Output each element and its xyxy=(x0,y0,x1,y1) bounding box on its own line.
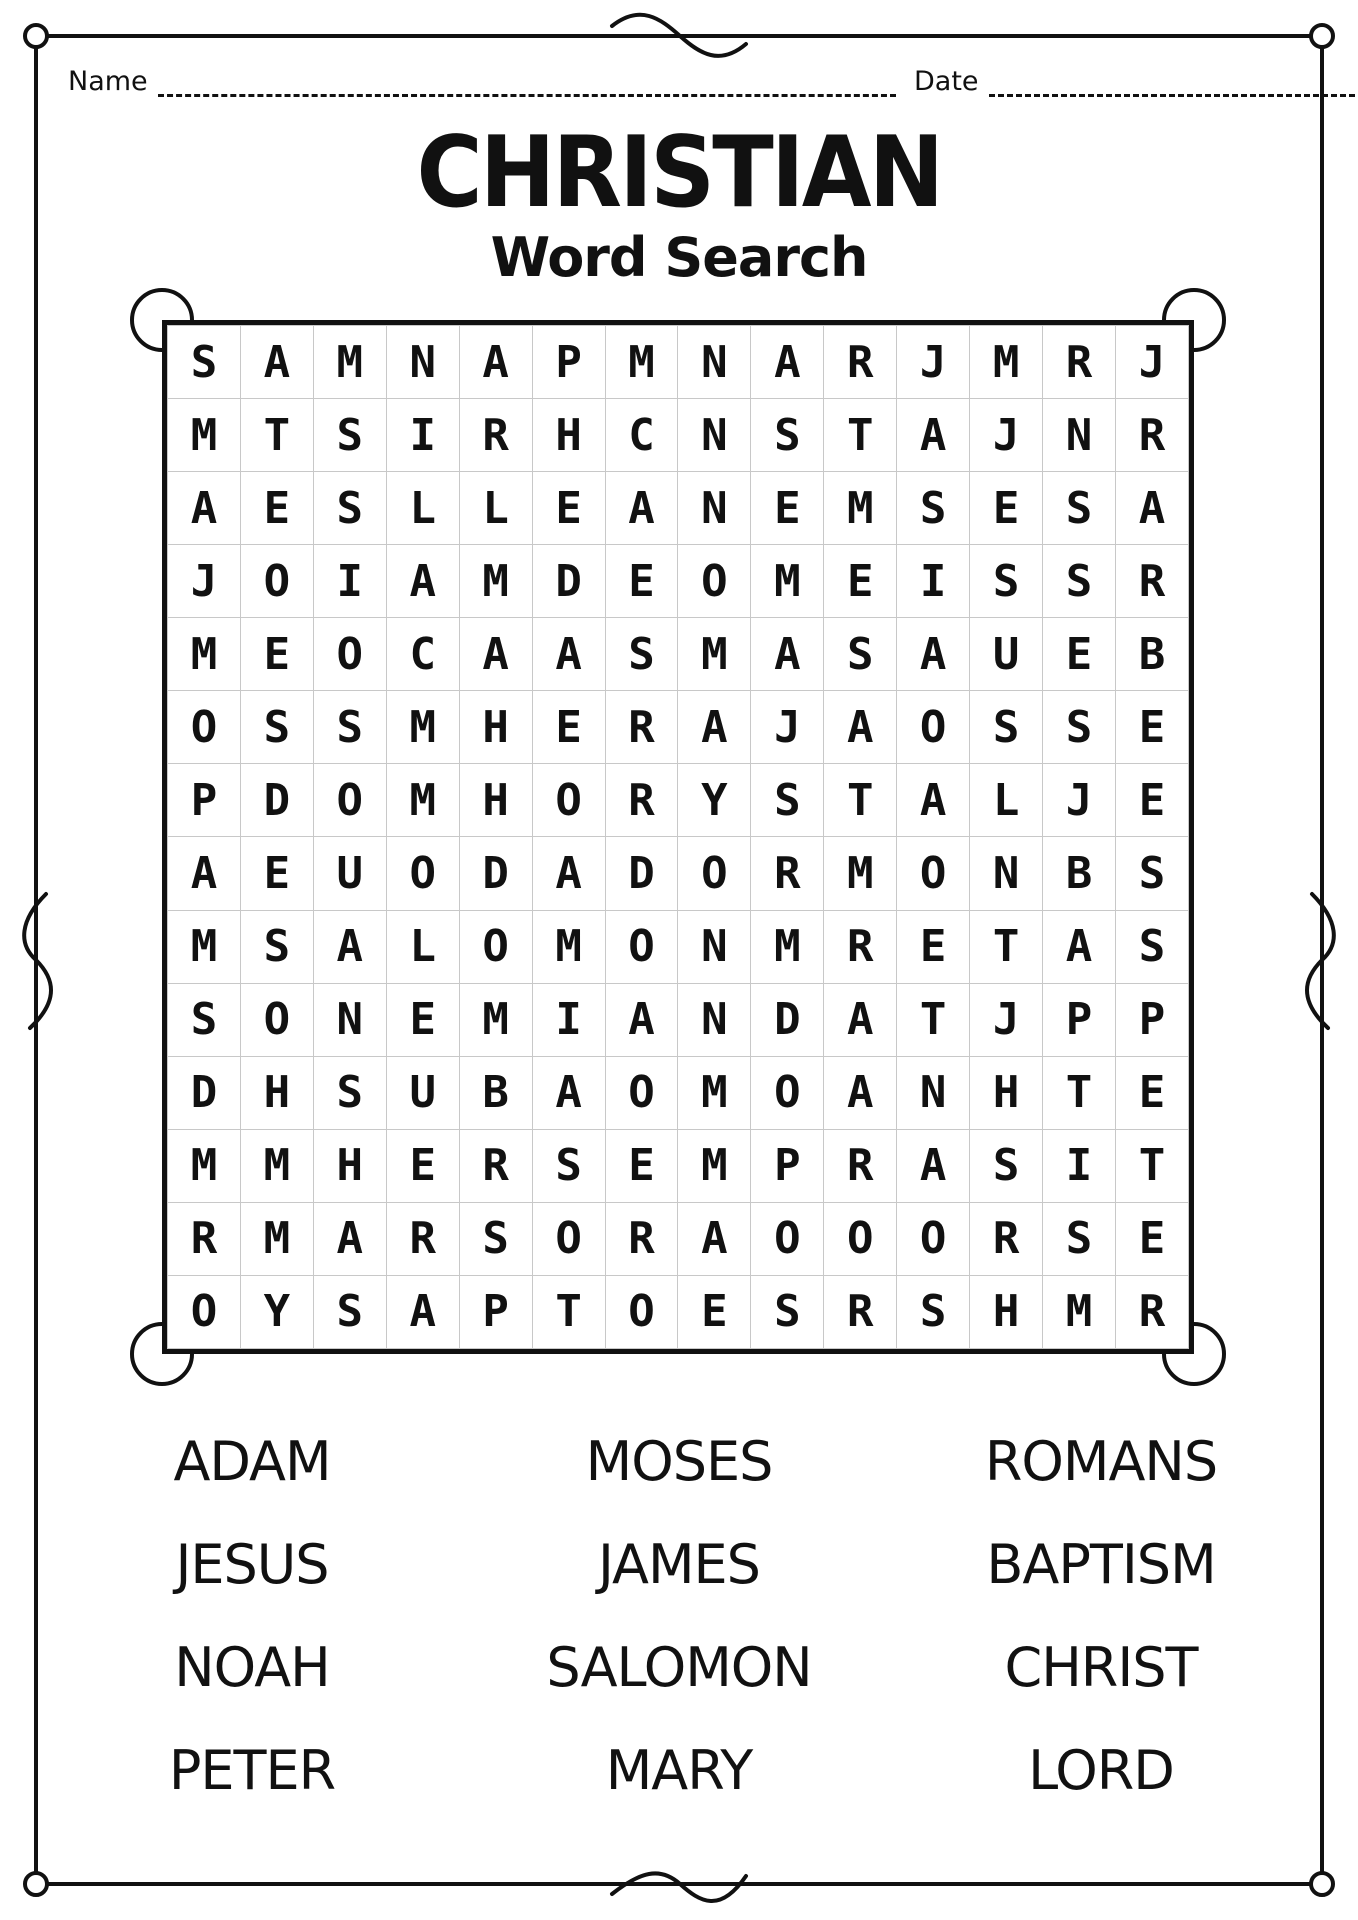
grid-cell[interactable]: S xyxy=(970,545,1043,618)
grid-cell[interactable]: M xyxy=(386,764,459,837)
grid-cell[interactable]: E xyxy=(1043,618,1116,691)
grid-cell[interactable]: A xyxy=(240,326,313,399)
grid-cell[interactable]: S xyxy=(605,618,678,691)
grid-cell[interactable]: R xyxy=(824,1129,897,1202)
letter-grid-table xyxy=(167,325,1189,1349)
grid-cell[interactable]: I xyxy=(897,545,970,618)
grid-cell[interactable]: R xyxy=(824,326,897,399)
date-field[interactable] xyxy=(914,66,1358,97)
grid-cell[interactable]: A xyxy=(897,764,970,837)
grid-cell[interactable]: H xyxy=(240,1056,313,1129)
grid-row xyxy=(168,1129,1189,1202)
grid-cell[interactable]: O xyxy=(532,1202,605,1275)
grid-cell[interactable]: H xyxy=(459,764,532,837)
grid-cell[interactable]: U xyxy=(386,1056,459,1129)
grid-row xyxy=(168,1202,1189,1275)
grid-cell[interactable]: R xyxy=(605,691,678,764)
grid-cell[interactable]: M xyxy=(459,545,532,618)
grid-cell[interactable]: N xyxy=(1043,399,1116,472)
grid-cell[interactable]: M xyxy=(605,326,678,399)
grid-cell[interactable]: M xyxy=(168,1129,241,1202)
grid-cell[interactable]: B xyxy=(459,1056,532,1129)
grid-cell[interactable]: D xyxy=(240,764,313,837)
word-list-item: NOAH xyxy=(174,1636,330,1699)
grid-row xyxy=(168,326,1189,399)
grid-cell[interactable]: M xyxy=(1043,1275,1116,1348)
word-list-item: CHRIST xyxy=(1004,1636,1198,1699)
grid-cell[interactable]: S xyxy=(751,764,824,837)
grid-cell[interactable]: M xyxy=(751,910,824,983)
grid-cell[interactable]: M xyxy=(751,545,824,618)
grid-cell[interactable]: O xyxy=(532,764,605,837)
grid-cell[interactable]: A xyxy=(1043,910,1116,983)
grid-cell[interactable]: U xyxy=(313,837,386,910)
grid-cell[interactable]: O xyxy=(897,837,970,910)
grid-cell[interactable]: D xyxy=(605,837,678,910)
grid-cell[interactable]: S xyxy=(1043,691,1116,764)
grid-cell[interactable]: A xyxy=(386,545,459,618)
grid-cell[interactable]: D xyxy=(168,1056,241,1129)
grid-cell[interactable]: R xyxy=(824,910,897,983)
grid-cell[interactable]: S xyxy=(897,1275,970,1348)
grid-cell[interactable]: H xyxy=(313,1129,386,1202)
grid-cell[interactable]: O xyxy=(605,1056,678,1129)
grid-cell[interactable]: O xyxy=(678,545,751,618)
grid-cell[interactable]: H xyxy=(532,399,605,472)
grid-cell[interactable]: P xyxy=(1115,983,1188,1056)
word-list-item: ADAM xyxy=(173,1430,331,1493)
grid-cell[interactable]: E xyxy=(605,545,678,618)
grid-cell[interactable]: R xyxy=(386,1202,459,1275)
grid-cell[interactable]: S xyxy=(168,983,241,1056)
grid-cell[interactable]: E xyxy=(824,545,897,618)
grid-cell[interactable]: A xyxy=(897,1129,970,1202)
grid-cell[interactable]: L xyxy=(459,472,532,545)
grid-cell[interactable]: M xyxy=(459,983,532,1056)
word-list-item: MARY xyxy=(605,1739,753,1802)
date-input-line[interactable] xyxy=(989,72,1358,97)
grid-cell[interactable]: T xyxy=(1115,1129,1188,1202)
grid-cell[interactable]: M xyxy=(824,837,897,910)
grid-cell[interactable]: M xyxy=(313,326,386,399)
grid-cell[interactable]: T xyxy=(1043,1056,1116,1129)
page-subtitle: Word Search xyxy=(490,226,868,289)
grid-cell[interactable]: O xyxy=(313,764,386,837)
grid-cell[interactable]: N xyxy=(678,472,751,545)
grid-cell[interactable]: A xyxy=(897,399,970,472)
grid-cell[interactable]: E xyxy=(1115,1056,1188,1129)
grid-cell[interactable]: N xyxy=(678,910,751,983)
grid-cell[interactable]: O xyxy=(897,691,970,764)
grid-cell[interactable]: E xyxy=(1115,764,1188,837)
grid-cell[interactable]: Y xyxy=(678,764,751,837)
word-list-item: JESUS xyxy=(175,1533,329,1596)
grid-cell[interactable]: S xyxy=(824,618,897,691)
grid-cell[interactable]: S xyxy=(532,1129,605,1202)
grid-cell[interactable]: T xyxy=(897,983,970,1056)
grid-cell[interactable]: S xyxy=(1043,545,1116,618)
grid-cell[interactable]: A xyxy=(386,1275,459,1348)
grid-cell[interactable]: R xyxy=(605,764,678,837)
grid-cell[interactable]: S xyxy=(1043,472,1116,545)
grid-cell[interactable]: S xyxy=(970,1129,1043,1202)
grid-cell[interactable]: E xyxy=(240,472,313,545)
grid-cell[interactable]: Y xyxy=(240,1275,313,1348)
grid-row xyxy=(168,399,1189,472)
grid-cell[interactable]: O xyxy=(605,910,678,983)
grid-cell[interactable]: H xyxy=(970,1275,1043,1348)
date-label: Date xyxy=(914,66,979,97)
grid-cell[interactable]: M xyxy=(386,691,459,764)
grid-cell[interactable]: S xyxy=(1115,910,1188,983)
grid-cell[interactable]: M xyxy=(168,910,241,983)
grid-cell[interactable]: M xyxy=(824,472,897,545)
grid-cell[interactable]: R xyxy=(1043,326,1116,399)
grid-row xyxy=(168,1056,1189,1129)
grid-cell[interactable]: S xyxy=(1115,837,1188,910)
grid-cell[interactable]: S xyxy=(313,1275,386,1348)
grid-cell[interactable]: E xyxy=(678,1275,751,1348)
word-list-item: SALOMON xyxy=(546,1636,812,1699)
grid-cell[interactable]: C xyxy=(386,618,459,691)
grid-cell[interactable]: P xyxy=(459,1275,532,1348)
grid-cell[interactable]: R xyxy=(1115,545,1188,618)
grid-row xyxy=(168,545,1189,618)
grid-cell[interactable]: B xyxy=(1043,837,1116,910)
grid-cell[interactable]: O xyxy=(313,618,386,691)
grid-cell[interactable]: A xyxy=(751,618,824,691)
grid-cell[interactable]: N xyxy=(897,1056,970,1129)
grid-cell[interactable]: L xyxy=(970,764,1043,837)
grid-cell[interactable]: S xyxy=(168,326,241,399)
grid-cell[interactable]: T xyxy=(824,764,897,837)
grid-cell[interactable]: E xyxy=(240,837,313,910)
grid-cell[interactable]: N xyxy=(678,326,751,399)
grid-cell[interactable]: R xyxy=(459,399,532,472)
grid-cell[interactable]: E xyxy=(970,472,1043,545)
grid-cell[interactable]: A xyxy=(678,1202,751,1275)
grid-cell[interactable]: N xyxy=(970,837,1043,910)
grid-cell[interactable]: O xyxy=(897,1202,970,1275)
grid-cell[interactable]: P xyxy=(168,764,241,837)
grid-cell[interactable]: L xyxy=(386,472,459,545)
grid-cell[interactable]: O xyxy=(751,1202,824,1275)
word-list-item: PETER xyxy=(168,1739,336,1802)
grid-row xyxy=(168,472,1189,545)
grid-cell[interactable]: A xyxy=(605,983,678,1056)
grid-cell[interactable]: T xyxy=(824,399,897,472)
name-label: Name xyxy=(68,66,148,97)
grid-cell[interactable]: O xyxy=(751,1056,824,1129)
grid-cell[interactable]: N xyxy=(313,983,386,1056)
grid-cell[interactable]: S xyxy=(313,691,386,764)
grid-cell[interactable]: M xyxy=(678,618,751,691)
grid-row xyxy=(168,691,1189,764)
grid-cell[interactable]: E xyxy=(386,983,459,1056)
grid-cell[interactable]: R xyxy=(970,1202,1043,1275)
grid-cell[interactable]: D xyxy=(459,837,532,910)
grid-cell[interactable]: P xyxy=(1043,983,1116,1056)
grid-cell[interactable]: S xyxy=(897,472,970,545)
grid-cell[interactable]: I xyxy=(313,545,386,618)
grid-cell[interactable]: N xyxy=(678,399,751,472)
grid-cell[interactable]: R xyxy=(1115,1275,1188,1348)
name-input-line[interactable] xyxy=(158,72,896,97)
grid-cell[interactable]: S xyxy=(240,691,313,764)
grid-cell[interactable]: J xyxy=(970,399,1043,472)
grid-cell[interactable]: A xyxy=(824,983,897,1056)
grid-cell[interactable]: O xyxy=(240,983,313,1056)
grid-cell[interactable]: B xyxy=(1115,618,1188,691)
grid-cell[interactable]: M xyxy=(168,618,241,691)
word-list-item: ROMANS xyxy=(984,1430,1218,1493)
grid-cell[interactable]: R xyxy=(824,1275,897,1348)
grid-row xyxy=(168,837,1189,910)
grid-cell[interactable]: S xyxy=(313,399,386,472)
grid-cell[interactable]: T xyxy=(532,1275,605,1348)
grid-cell[interactable]: M xyxy=(168,399,241,472)
grid-cell[interactable]: I xyxy=(532,983,605,1056)
grid-cell[interactable]: O xyxy=(605,1275,678,1348)
grid-cell[interactable]: A xyxy=(532,1056,605,1129)
grid-cell[interactable]: E xyxy=(751,472,824,545)
name-field[interactable] xyxy=(68,66,896,97)
grid-cell[interactable]: A xyxy=(824,691,897,764)
grid-cell[interactable]: M xyxy=(678,1056,751,1129)
grid-cell[interactable]: I xyxy=(1043,1129,1116,1202)
grid-row xyxy=(168,910,1189,983)
grid-cell[interactable]: A xyxy=(168,472,241,545)
grid-cell[interactable]: M xyxy=(240,1202,313,1275)
word-list-item: MOSES xyxy=(585,1430,773,1493)
grid-cell[interactable]: A xyxy=(313,910,386,983)
grid-cell[interactable]: M xyxy=(240,1129,313,1202)
grid-cell[interactable]: R xyxy=(168,1202,241,1275)
grid-cell[interactable]: R xyxy=(751,837,824,910)
grid-cell[interactable]: O xyxy=(240,545,313,618)
grid-cell[interactable]: R xyxy=(605,1202,678,1275)
grid-cell[interactable]: S xyxy=(751,399,824,472)
grid-cell[interactable]: S xyxy=(1043,1202,1116,1275)
grid-cell[interactable]: M xyxy=(970,326,1043,399)
word-list-item: JAMES xyxy=(598,1533,760,1596)
grid-cell[interactable]: C xyxy=(605,399,678,472)
grid-cell[interactable]: J xyxy=(897,326,970,399)
grid-cell[interactable]: M xyxy=(678,1129,751,1202)
grid-cell[interactable]: S xyxy=(313,472,386,545)
grid-cell[interactable]: J xyxy=(1043,764,1116,837)
grid-cell[interactable]: S xyxy=(459,1202,532,1275)
grid-row xyxy=(168,764,1189,837)
grid-cell[interactable]: A xyxy=(897,618,970,691)
grid-cell[interactable]: H xyxy=(970,1056,1043,1129)
grid-cell[interactable]: P xyxy=(751,1129,824,1202)
grid-cell[interactable]: A xyxy=(532,837,605,910)
word-list-item: BAPTISM xyxy=(986,1533,1216,1596)
grid-cell[interactable]: L xyxy=(386,910,459,983)
grid-row xyxy=(168,983,1189,1056)
grid-cell[interactable]: U xyxy=(970,618,1043,691)
grid-cell[interactable]: A xyxy=(459,326,532,399)
grid-cell[interactable]: N xyxy=(678,983,751,1056)
grid-row xyxy=(168,1275,1189,1348)
grid-cell[interactable]: J xyxy=(168,545,241,618)
grid-cell[interactable]: O xyxy=(168,1275,241,1348)
grid-cell[interactable]: P xyxy=(532,326,605,399)
grid-row xyxy=(168,618,1189,691)
grid-cell[interactable]: R xyxy=(1115,399,1188,472)
grid-cell[interactable]: E xyxy=(1115,1202,1188,1275)
grid-cell[interactable]: E xyxy=(897,910,970,983)
grid-cell[interactable]: A xyxy=(532,618,605,691)
grid-cell[interactable]: T xyxy=(970,910,1043,983)
grid-cell[interactable]: S xyxy=(240,910,313,983)
grid-cell[interactable]: E xyxy=(605,1129,678,1202)
grid-cell[interactable]: S xyxy=(313,1056,386,1129)
grid-cell[interactable]: A xyxy=(459,618,532,691)
grid-cell[interactable]: O xyxy=(824,1202,897,1275)
grid-cell[interactable]: R xyxy=(459,1129,532,1202)
grid-cell[interactable]: A xyxy=(313,1202,386,1275)
page-title: CHRISTIAN xyxy=(416,116,942,230)
word-search-grid xyxy=(162,320,1194,1354)
grid-cell[interactable]: A xyxy=(168,837,241,910)
grid-cell[interactable]: J xyxy=(970,983,1043,1056)
grid-cell[interactable]: E xyxy=(240,618,313,691)
grid-cell[interactable]: J xyxy=(751,691,824,764)
grid-cell[interactable]: A xyxy=(824,1056,897,1129)
grid-cell[interactable]: D xyxy=(751,983,824,1056)
grid-cell[interactable]: M xyxy=(532,910,605,983)
grid-cell[interactable]: H xyxy=(459,691,532,764)
grid-cell[interactable]: T xyxy=(240,399,313,472)
grid-cell[interactable]: O xyxy=(386,837,459,910)
grid-cell[interactable]: E xyxy=(532,472,605,545)
grid-cell[interactable]: E xyxy=(386,1129,459,1202)
grid-cell[interactable]: E xyxy=(1115,691,1188,764)
grid-cell[interactable]: J xyxy=(1115,326,1188,399)
grid-cell[interactable]: I xyxy=(386,399,459,472)
grid-cell[interactable]: E xyxy=(532,691,605,764)
grid-cell[interactable]: A xyxy=(751,326,824,399)
word-list-item: LORD xyxy=(1028,1739,1174,1802)
grid-cell[interactable]: A xyxy=(605,472,678,545)
grid-cell[interactable]: O xyxy=(678,837,751,910)
grid-cell[interactable]: D xyxy=(532,545,605,618)
grid-cell[interactable]: S xyxy=(751,1275,824,1348)
grid-cell[interactable]: A xyxy=(678,691,751,764)
grid-cell[interactable]: N xyxy=(386,326,459,399)
grid-cell[interactable]: S xyxy=(970,691,1043,764)
grid-cell[interactable]: A xyxy=(1115,472,1188,545)
grid-cell[interactable]: O xyxy=(168,691,241,764)
grid-cell[interactable]: O xyxy=(459,910,532,983)
